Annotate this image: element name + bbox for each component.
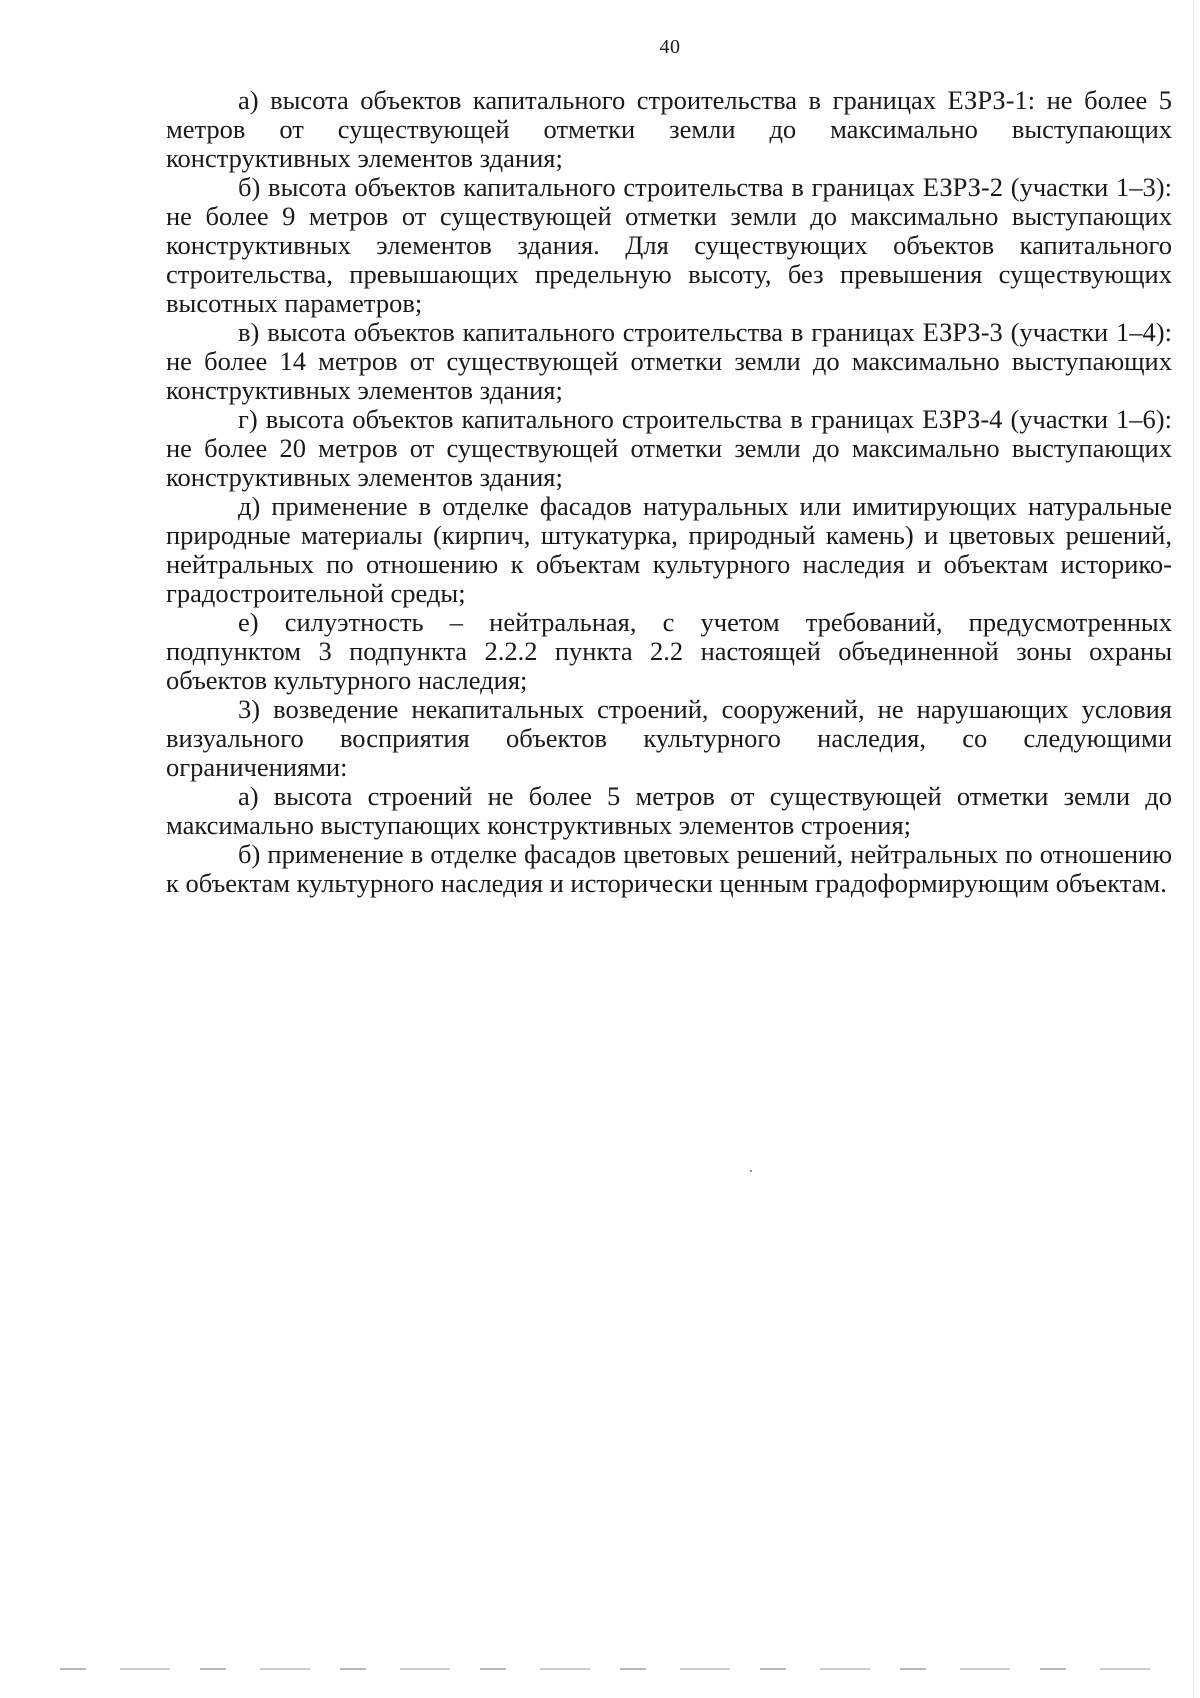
paragraph-height-ezrz-4: г) высота объектов капитального строительства в границах ЕЗРЗ-4 (участки 1–6): не более 20 метров от существующей отметки земли до максимально выступающих конструктивных элементов здания; bbox=[166, 404, 1172, 492]
paragraph-height-ezrz-2: б) высота объектов капитального строительства в границах ЕЗРЗ-2 (участки 1–3): не более 9 метров от существующей отметки земли до максимально выступающих конструктивных элементов здания. Для существующих объектов капитального строительства, превышающих предельную высоту, без превышения существующих высотных параметров; bbox=[166, 172, 1172, 318]
paragraph-height-ezrz-1: а) высота объектов капитального строительства в границах ЕЗРЗ-1: не более 5 метров от существующей отметки земли до максимально выступающих конструктивных элементов здания; bbox=[166, 85, 1172, 173]
paragraph-silhouette: е) силуэтность – нейтральная, с учетом требований, предусмотренных подпунктом 3 подпункта 2.2.2 пункта 2.2 настоящей объединенной зоны охраны объектов культурного наследия; bbox=[166, 607, 1172, 695]
document-body bbox=[166, 86, 1172, 898]
scan-edge-line bbox=[1193, 0, 1194, 1698]
paragraph-facade-colors: б) применение в отделке фасадов цветовых решений, нейтральных по отношению к объектам культурного наследия и исторически ценным градоформирующим объектам. bbox=[166, 839, 1172, 898]
page-number: 40 bbox=[659, 36, 681, 58]
paragraph-facade-materials: д) применение в отделке фасадов натуральных или имитирующих натуральные природные материалы (кирпич, штукатурка, природный камень) и цветовых решений, нейтральных по отношению к объектам культурного наследия и объектам историко-градостроительной среды; bbox=[166, 491, 1172, 608]
paragraph-height-ezrz-3: в) высота объектов капитального строительства в границах ЕЗРЗ-3 (участки 1–4): не более 14 метров от существующей отметки земли до максимально выступающих конструктивных элементов здания; bbox=[166, 317, 1172, 405]
paragraph-structure-height: а) высота строений не более 5 метров от существующей отметки земли до максимально выступающих конструктивных элементов строения; bbox=[166, 781, 1172, 840]
scan-speck bbox=[750, 1170, 752, 1172]
scan-bottom-artifact bbox=[60, 1668, 1180, 1670]
paragraph-temporary-structures: 3) возведение некапитальных строений, сооружений, не нарушающих условия визуального восприятия объектов культурного наследия, со следующими ограничениями: bbox=[166, 694, 1172, 782]
